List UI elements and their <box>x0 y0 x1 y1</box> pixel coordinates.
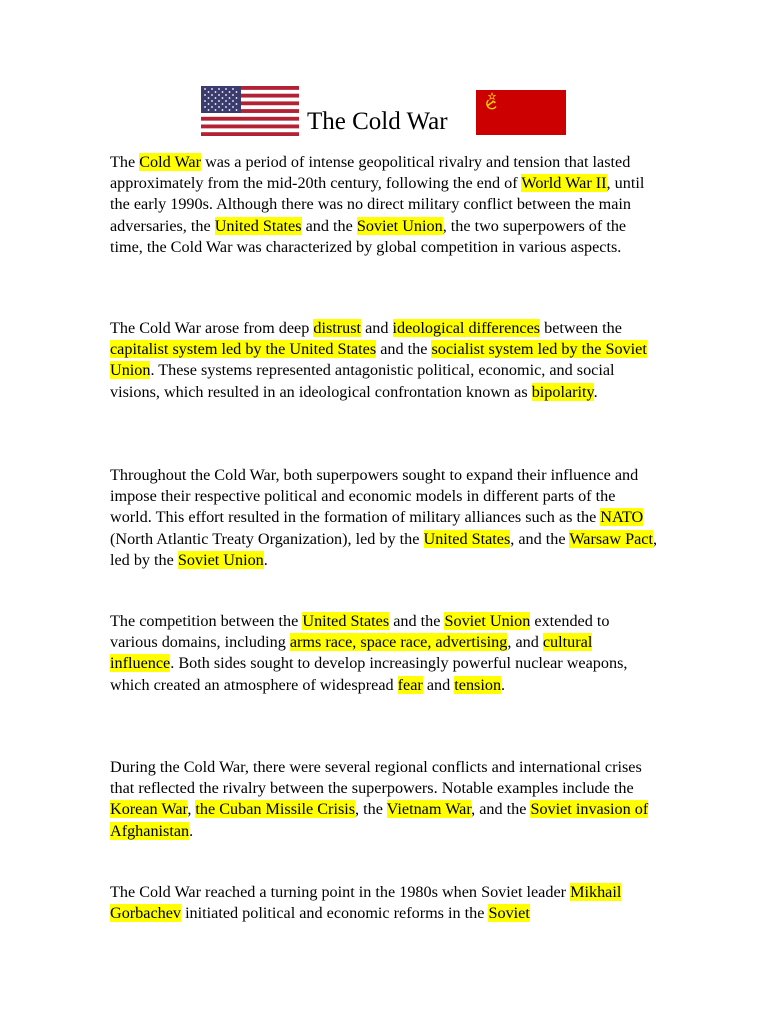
text-run: and the <box>376 340 432 359</box>
highlighted-text: Soviet Union <box>177 550 264 569</box>
highlighted-text: the Cuban Missile Crisis <box>195 800 356 819</box>
highlighted-text: Soviet Union <box>356 216 443 235</box>
highlighted-text: United States <box>214 216 302 235</box>
highlighted-text: Soviet Union <box>444 612 531 630</box>
text-run: initiated political and economic reforms in the <box>181 904 489 923</box>
text-run: , <box>187 800 196 819</box>
text-run: was a period of intense geopolitical rivalry and tension that lasted approximately from the mid-20th century, following the end of <box>110 153 631 193</box>
text-run: (North Atlantic Treaty Organization), led by the <box>110 529 424 548</box>
text-run: During the Cold War, there were several regional conflicts and international crises that reflected the rivalry between the superpowers. Notable examples include the <box>110 758 642 798</box>
us-flag-icon <box>201 86 299 136</box>
highlighted-text: United States <box>302 612 390 630</box>
highlighted-text: World War II <box>521 174 607 193</box>
highlighted-text: NATO <box>600 508 644 527</box>
paragraph-turning-point <box>110 882 658 924</box>
highlighted-text: ideological differences <box>392 319 541 337</box>
highlighted-text: arms race, space race, advertising <box>289 633 508 652</box>
highlighted-text: tension <box>454 675 502 694</box>
highlighted-text: Soviet <box>488 904 530 923</box>
text-run: between the <box>540 319 622 337</box>
text-run: . <box>189 821 194 840</box>
highlighted-text: Warsaw Pact <box>569 529 653 548</box>
text-run: The Cold War reached a turning point in the 1980s when Soviet leader <box>110 883 571 901</box>
paragraph-alliances <box>110 465 658 571</box>
text-run: and <box>361 319 393 337</box>
text-run: . Both sides sought to develop increasingly powerful nuclear weapons, which created an atmosphere of widespread <box>110 654 628 694</box>
page-title: The Cold War <box>307 108 448 135</box>
highlighted-text: distrust <box>313 319 362 337</box>
text-run: and <box>422 675 455 694</box>
text-run: . These systems represented antagonistic political, economic, and social visions, which resulted in an ideological confrontation known as <box>110 361 615 401</box>
highlighted-text: bipolarity <box>531 382 594 401</box>
highlighted-text: Cold War <box>139 153 202 171</box>
text-run: and the <box>301 216 357 235</box>
text-run: and the <box>389 612 445 630</box>
highlighted-text: capitalist system led by the United States <box>110 340 377 359</box>
text-run: extended to various domains, including <box>110 612 610 652</box>
paragraph-origins <box>110 318 658 403</box>
paragraph-intro <box>110 152 658 258</box>
text-run: The Cold War arose from deep <box>110 319 314 337</box>
soviet-flag-icon <box>476 90 566 135</box>
text-run: , and <box>507 633 543 652</box>
paragraph-conflicts <box>110 757 658 842</box>
text-run: , the <box>355 800 387 819</box>
text-run: Throughout the Cold War, both superpowers sought to expand their influence and impose their respective political and economic models in different parts of the world. This effort resulted in the formation of military alliances such as the <box>110 466 639 527</box>
highlighted-text: Vietnam War <box>386 800 472 819</box>
paragraph-competition <box>110 611 658 696</box>
highlighted-text: Soviet invasion of Afghanistan <box>110 800 649 840</box>
highlighted-text: cultural influence <box>110 633 593 673</box>
text-run: . <box>501 675 506 694</box>
highlighted-text: Mikhail Gorbachev <box>110 883 622 923</box>
text-run: , and the <box>471 800 531 819</box>
highlighted-text: fear <box>397 675 423 694</box>
document-header <box>0 84 768 138</box>
text-run: . <box>593 382 598 401</box>
text-run: , led by the <box>110 529 658 569</box>
text-run: The competition between the <box>110 612 303 630</box>
text-run: The <box>110 153 140 171</box>
text-run: . <box>263 550 268 569</box>
highlighted-text: United States <box>423 529 511 548</box>
text-run: , and the <box>510 529 570 548</box>
text-run: , the two superpowers of the time, the Cold War was characterized by global competition in various aspects. <box>110 216 627 256</box>
highlighted-text: Korean War <box>110 800 188 819</box>
text-run: , until the early 1990s. Although there was no direct military conflict between the main adversaries, the <box>110 174 645 235</box>
highlighted-text: socialist system led by the Soviet Union <box>110 340 647 380</box>
